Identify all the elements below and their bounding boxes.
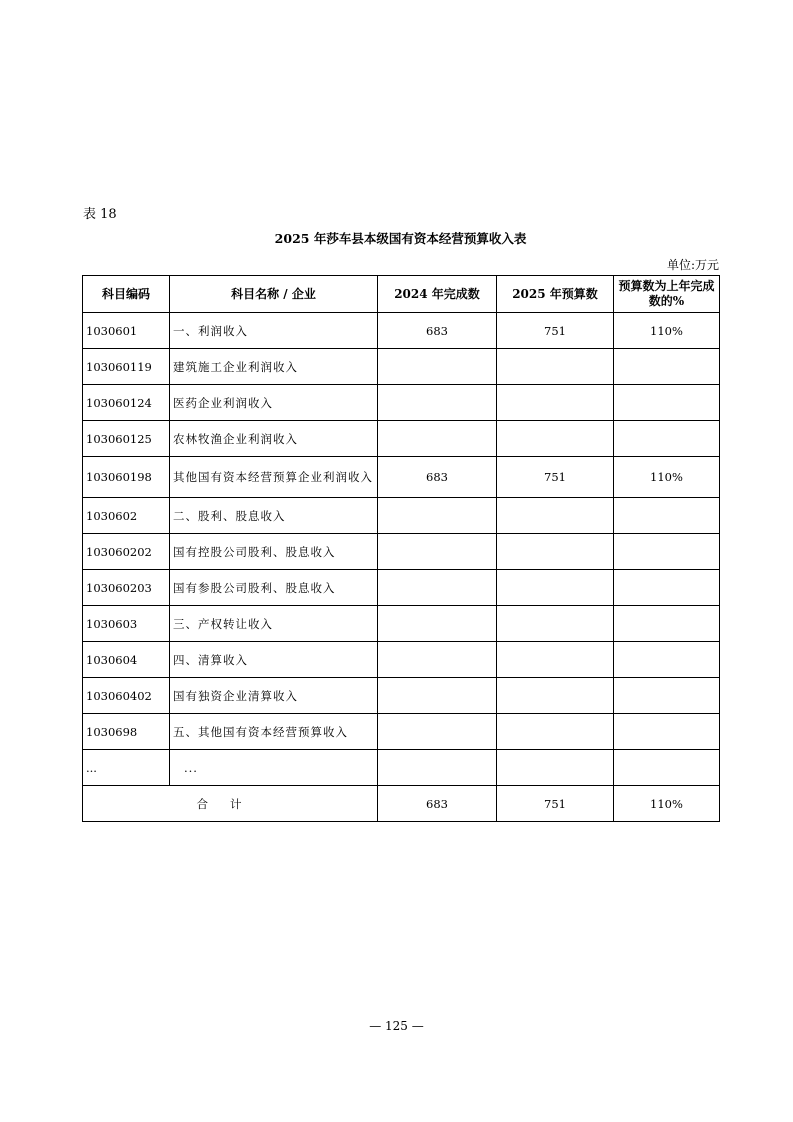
row-budget-2025	[497, 678, 614, 714]
row-budget-2025	[497, 750, 614, 786]
row-completed-2024	[378, 498, 497, 534]
page-title: 2025 年莎车县本级国有资本经营预算收入表	[274, 231, 527, 246]
row-ratio	[614, 385, 720, 421]
row-ratio	[614, 750, 720, 786]
header-completed-2024: 2024 年完成数	[378, 276, 497, 313]
table-row	[83, 714, 720, 750]
row-ratio: 110%	[614, 457, 720, 498]
row-ratio	[614, 534, 720, 570]
total-budget-2025: 751	[497, 786, 614, 822]
row-completed-2024	[378, 606, 497, 642]
row-completed-2024	[378, 750, 497, 786]
row-budget-2025	[497, 534, 614, 570]
revenue-table	[82, 275, 720, 822]
table-row	[83, 606, 720, 642]
row-name: 四、清算收入	[170, 642, 378, 678]
row-code: 103060198	[83, 457, 170, 498]
row-ratio	[614, 606, 720, 642]
row-budget-2025	[497, 642, 614, 678]
row-budget-2025	[497, 349, 614, 385]
row-code: 1030603	[83, 606, 170, 642]
row-budget-2025	[497, 714, 614, 750]
table-row	[83, 570, 720, 606]
row-code: 103060202	[83, 534, 170, 570]
row-code: 103060125	[83, 421, 170, 457]
row-budget-2025	[497, 385, 614, 421]
row-completed-2024	[378, 570, 497, 606]
row-name: 其他国有资本经营预算企业利润收入	[170, 457, 378, 498]
row-completed-2024: 683	[378, 313, 497, 349]
row-ratio: 110%	[614, 313, 720, 349]
row-completed-2024	[378, 714, 497, 750]
row-completed-2024	[378, 678, 497, 714]
row-completed-2024: 683	[378, 457, 497, 498]
table-row	[83, 349, 720, 385]
row-completed-2024	[378, 421, 497, 457]
row-ratio	[614, 678, 720, 714]
row-name: 国有控股公司股利、股息收入	[170, 534, 378, 570]
total-ratio: 110%	[614, 786, 720, 822]
row-code: ...	[83, 750, 170, 786]
row-name: 二、股利、股息收入	[170, 498, 378, 534]
unit-label: 单位:万元	[666, 258, 719, 272]
row-code: 103060203	[83, 570, 170, 606]
row-completed-2024	[378, 642, 497, 678]
table-row	[83, 678, 720, 714]
page-number: — 125 —	[369, 1019, 424, 1033]
row-budget-2025	[497, 606, 614, 642]
row-code: 103060402	[83, 678, 170, 714]
header-code: 科目编码	[83, 276, 170, 313]
header-ratio: 预算数为上年完成数的%	[614, 276, 720, 313]
row-code: 1030698	[83, 714, 170, 750]
total-row	[83, 786, 720, 822]
row-code: 1030604	[83, 642, 170, 678]
row-ratio	[614, 349, 720, 385]
table-row	[83, 457, 720, 498]
table-row	[83, 313, 720, 349]
row-budget-2025	[497, 570, 614, 606]
row-completed-2024	[378, 385, 497, 421]
table-row	[83, 385, 720, 421]
row-budget-2025: 751	[497, 313, 614, 349]
row-name: 农林牧渔企业利润收入	[170, 421, 378, 457]
row-name: 建筑施工企业利润收入	[170, 349, 378, 385]
table-row	[83, 642, 720, 678]
row-code: 1030602	[83, 498, 170, 534]
row-ratio	[614, 570, 720, 606]
row-ratio	[614, 498, 720, 534]
row-budget-2025	[497, 498, 614, 534]
row-completed-2024	[378, 534, 497, 570]
row-name: 医药企业利润收入	[170, 385, 378, 421]
row-ratio	[614, 714, 720, 750]
row-ratio	[614, 421, 720, 457]
table-header-row	[83, 276, 720, 313]
row-name: ...	[170, 750, 378, 786]
table-row	[83, 498, 720, 534]
row-name: 五、其他国有资本经营预算收入	[170, 714, 378, 750]
row-completed-2024	[378, 349, 497, 385]
row-ratio	[614, 642, 720, 678]
table-row	[83, 421, 720, 457]
row-name: 三、产权转让收入	[170, 606, 378, 642]
table-row	[83, 750, 720, 786]
row-code: 103060119	[83, 349, 170, 385]
total-completed-2024: 683	[378, 786, 497, 822]
total-label: 合计	[83, 786, 378, 822]
table-row	[83, 534, 720, 570]
row-code: 1030601	[83, 313, 170, 349]
header-name: 科目名称 / 企业	[170, 276, 378, 313]
header-budget-2025: 2025 年预算数	[497, 276, 614, 313]
row-name: 国有参股公司股利、股息收入	[170, 570, 378, 606]
row-budget-2025: 751	[497, 457, 614, 498]
row-name: 一、利润收入	[170, 313, 378, 349]
row-code: 103060124	[83, 385, 170, 421]
table-label: 表 18	[83, 207, 117, 222]
row-name: 国有独资企业清算收入	[170, 678, 378, 714]
row-budget-2025	[497, 421, 614, 457]
